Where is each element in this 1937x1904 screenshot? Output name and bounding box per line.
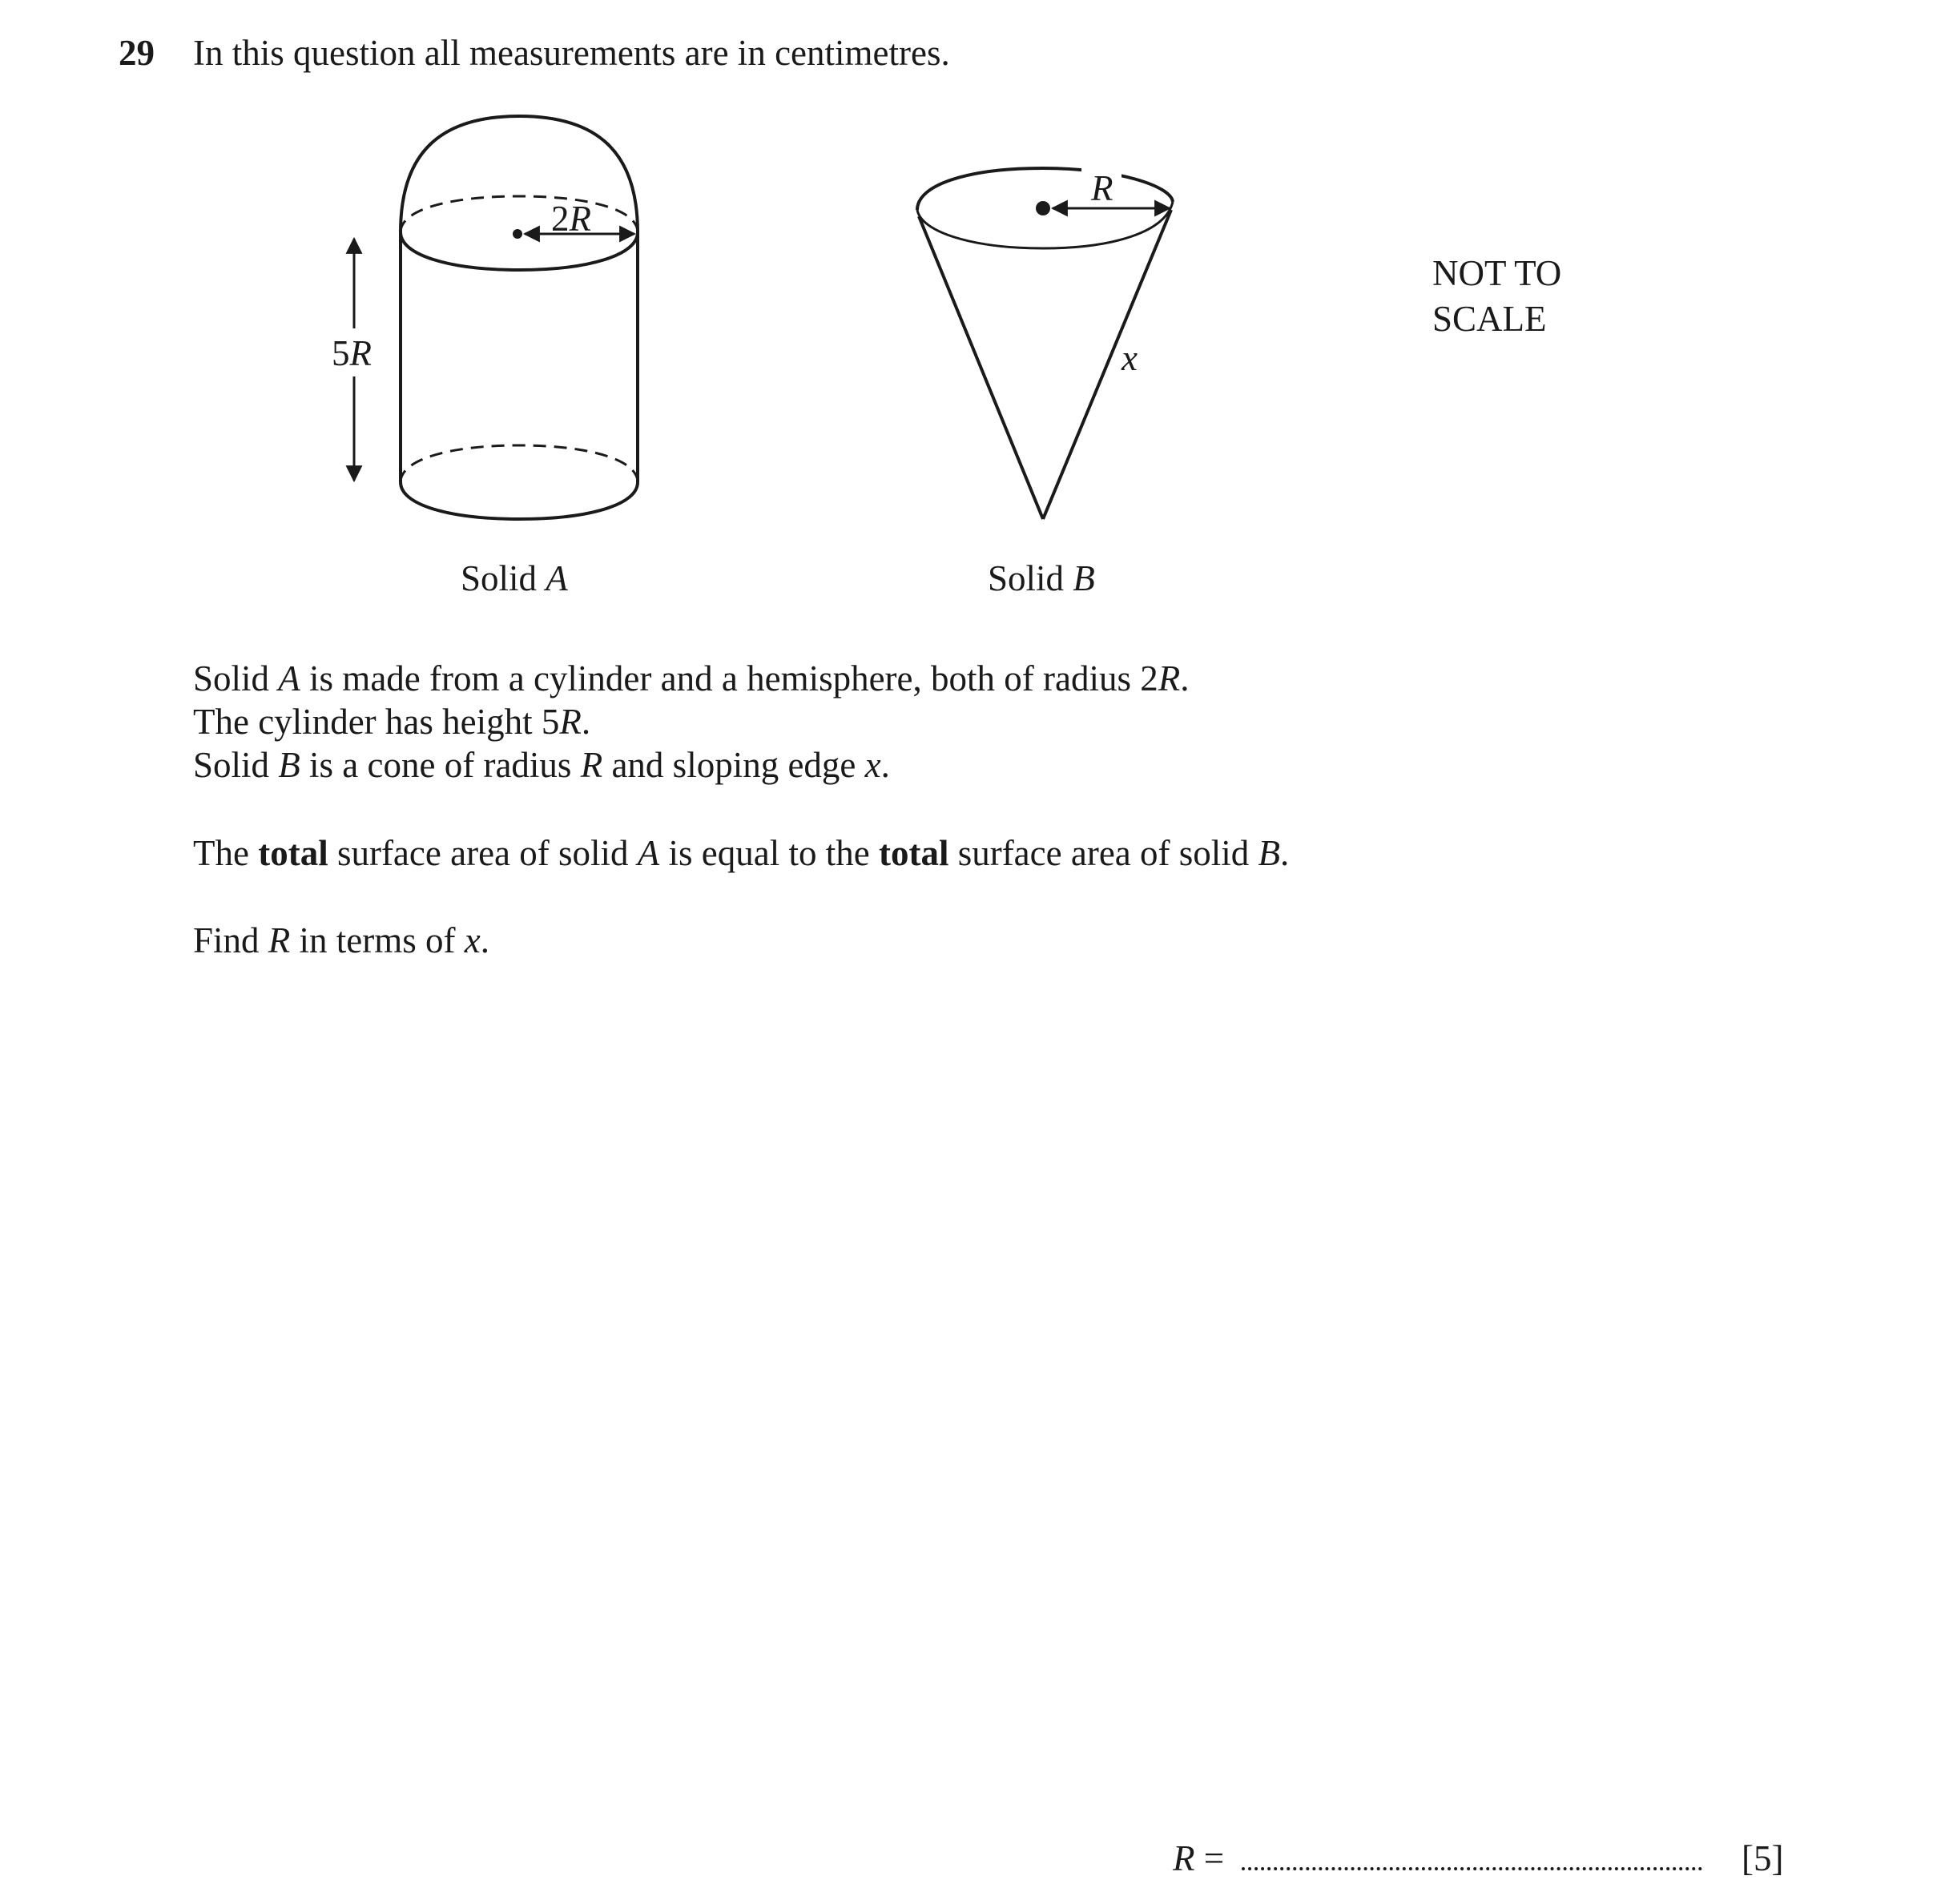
statement-cylinder-height: The cylinder has height 5R. bbox=[193, 702, 591, 742]
solid-a-caption: Solid A bbox=[461, 558, 568, 598]
answer-line bbox=[1173, 1834, 1702, 1882]
solid-a-bottom-ellipse-back bbox=[401, 445, 638, 482]
not-to-scale-line-2: SCALE bbox=[1432, 299, 1547, 339]
solid-a-centre-dot bbox=[513, 229, 522, 239]
solid-b-caption: Solid B bbox=[988, 558, 1095, 598]
answer-label-var: R bbox=[1173, 1838, 1195, 1878]
solid-b-slant-label: x bbox=[1122, 338, 1138, 378]
question-figure bbox=[0, 0, 1937, 625]
answer-field[interactable] bbox=[1242, 1837, 1702, 1870]
solid-a-hemisphere bbox=[401, 116, 638, 232]
solid-a-height-label: 5R bbox=[332, 333, 372, 373]
solid-a-bottom-ellipse-front bbox=[401, 482, 638, 519]
question-number: 29 bbox=[119, 33, 155, 73]
answer-label-eq: = bbox=[1194, 1838, 1225, 1878]
question-intro: In this question all measurements are in centimetres. bbox=[193, 33, 950, 73]
solid-b-right-edge bbox=[1043, 210, 1171, 519]
not-to-scale-line-1: NOT TO bbox=[1432, 253, 1562, 293]
statement-solid-b: Solid B is a cone of radius R and sloping edge x. bbox=[193, 745, 890, 785]
solid-a-diagram bbox=[354, 116, 638, 519]
marks-indicator: [5] bbox=[1742, 1838, 1784, 1878]
solid-b-radius-label: R bbox=[1091, 168, 1113, 208]
question-instruction: Find R in terms of x. bbox=[193, 920, 489, 960]
solid-b-centre-dot bbox=[1036, 201, 1050, 215]
statement-solid-a: Solid A is made from a cylinder and a hemisphere, both of radius 2R. bbox=[193, 658, 1190, 698]
solid-a-top-ellipse-back bbox=[401, 196, 638, 232]
solid-b-left-edge bbox=[919, 216, 1043, 519]
not-to-scale-note bbox=[1432, 251, 1561, 342]
solid-a-radius-label: 2R bbox=[551, 199, 591, 239]
statement-equal-areas: The total surface area of solid A is equal to the total surface area of solid B. bbox=[193, 833, 1290, 873]
